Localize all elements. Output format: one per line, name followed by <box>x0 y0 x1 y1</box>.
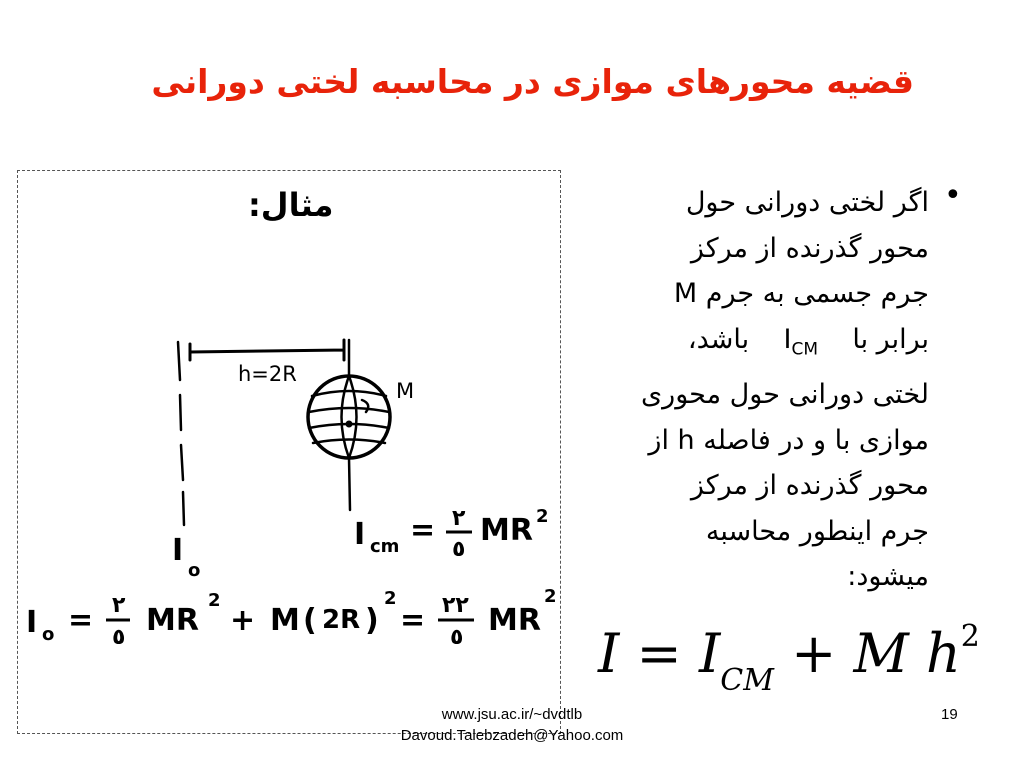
footer-email: Davoud.Talebzadeh@Yahoo.com <box>400 727 624 744</box>
bullet-line-part: از <box>648 424 669 456</box>
svg-text:cm: cm <box>370 536 400 557</box>
bullet-line: لختی دورانی حول محوری <box>641 379 929 411</box>
svg-text:2: 2 <box>208 590 221 611</box>
bullet-line: جرم اینطور محاسبه <box>705 515 929 547</box>
svg-text:o: o <box>188 560 201 581</box>
bullet-dot: • <box>944 178 962 213</box>
svg-text:): ) <box>365 603 379 638</box>
formula-I: I <box>598 622 620 685</box>
svg-text:=: = <box>410 513 436 548</box>
bullet-line-part: جرم جسمی به جرم <box>705 278 929 309</box>
svg-text:٥: ٥ <box>452 537 466 562</box>
icm-I: I <box>783 323 792 355</box>
formula-h: h <box>926 622 961 685</box>
icm-symbol <box>783 323 818 359</box>
bullet-line: محور گذرنده از مرکز <box>690 470 929 502</box>
svg-text:٥: ٥ <box>112 625 126 650</box>
svg-text:(: ( <box>303 603 317 638</box>
bullet-line <box>529 271 929 317</box>
svg-text:٢: ٢ <box>452 506 466 531</box>
mass-label: M <box>396 379 415 403</box>
icm-subscript: CM <box>791 338 818 359</box>
formula-equals: = <box>636 622 682 685</box>
bullet-line-part: موازی با و در فاصله <box>703 424 929 456</box>
bullet-line <box>529 317 929 373</box>
svg-text:MR: MR <box>146 603 199 638</box>
svg-text:M: M <box>270 603 300 638</box>
formula-cm-subscript: CM <box>720 663 774 698</box>
footer-url: www.jsu.ac.ir/~dvdtlb <box>441 706 583 723</box>
bullet-text <box>529 180 929 600</box>
svg-text:=: = <box>400 603 426 638</box>
h-symbol: h <box>677 424 695 456</box>
svg-text:I: I <box>354 517 366 552</box>
formula-M: M <box>853 622 909 685</box>
svg-text:MR: MR <box>480 513 533 548</box>
formula-Icm: I <box>698 622 721 685</box>
bullet-line-part: برابر با <box>852 323 929 355</box>
parallel-axis-formula <box>598 619 980 698</box>
svg-text:=: = <box>68 603 94 638</box>
svg-text:٥: ٥ <box>450 625 464 650</box>
slide-title: قضیه محورهای موازی در محاسبه لختی دورانی <box>151 62 914 101</box>
h-label: h=2R <box>238 362 297 386</box>
formula-plus: + <box>791 622 837 685</box>
svg-text:MR: MR <box>488 603 541 638</box>
svg-text:٢٢: ٢٢ <box>442 593 469 618</box>
page-number: 19 <box>941 706 958 723</box>
svg-text:I: I <box>26 605 38 640</box>
svg-text:٢: ٢ <box>112 593 126 618</box>
example-label: مثال: <box>248 186 334 224</box>
bullet-line: محور گذرنده از مرکز <box>690 232 929 264</box>
svg-text:o: o <box>42 624 55 645</box>
formula-exponent: 2 <box>960 619 980 654</box>
bullet-line: اگر لختی دورانی حول <box>685 187 929 218</box>
svg-text:2: 2 <box>536 506 549 527</box>
svg-text:2: 2 <box>544 586 557 607</box>
svg-text:2R: 2R <box>322 605 361 635</box>
mass-symbol: M <box>673 278 698 309</box>
svg-text:+: + <box>230 603 256 638</box>
svg-text:I: I <box>172 533 184 568</box>
footer <box>362 704 662 746</box>
bullet-line <box>529 418 929 464</box>
bullet-line-part: باشد، <box>687 323 750 355</box>
bullet-line: میشود: <box>847 561 929 593</box>
svg-text:2: 2 <box>384 588 397 609</box>
